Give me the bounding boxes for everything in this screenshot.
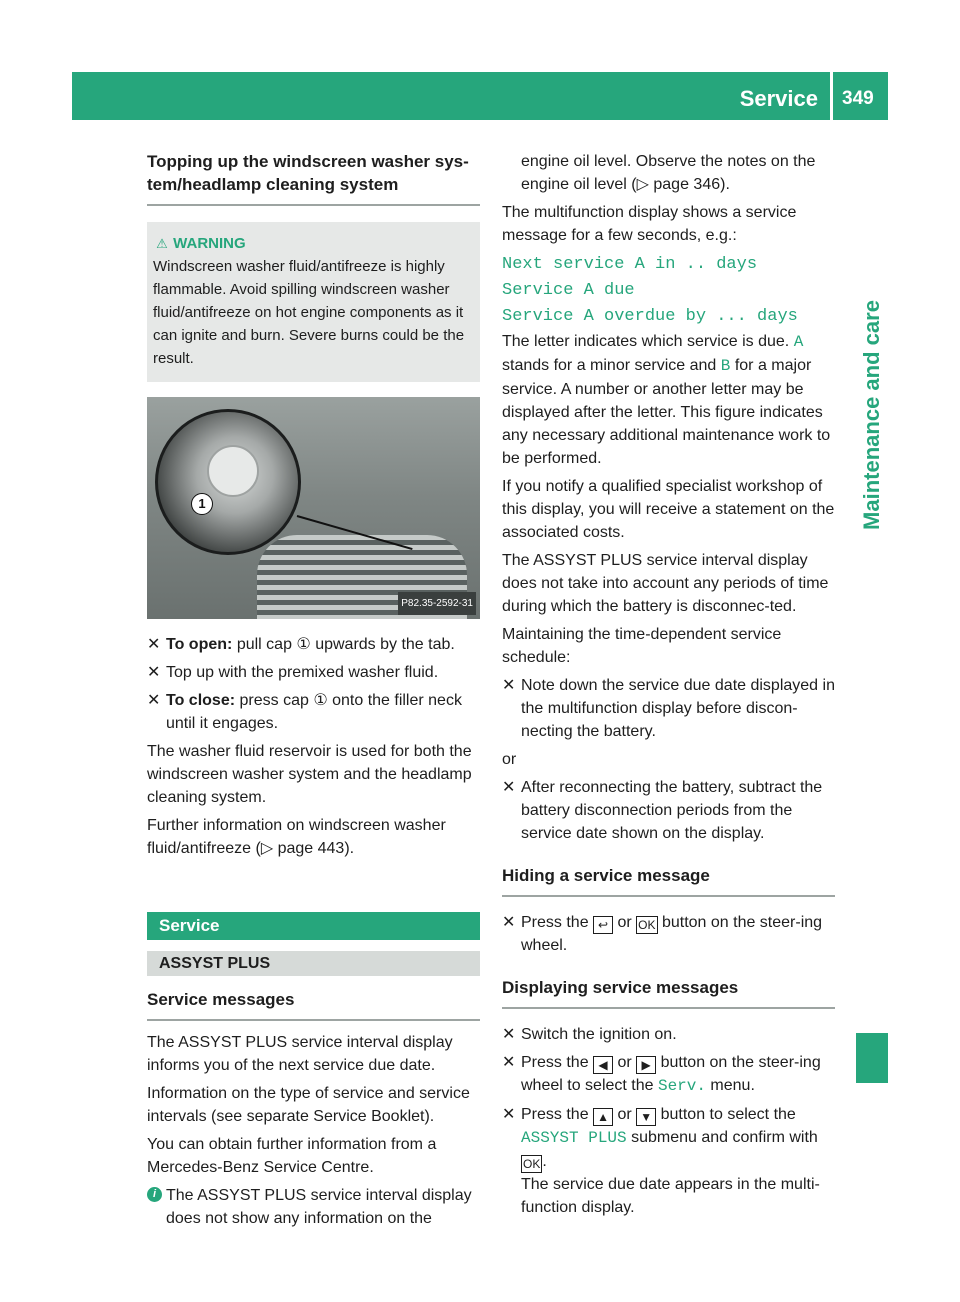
step-text: Press the: [521, 1106, 594, 1123]
letter-text: The letter indicates which service is due.: [502, 333, 794, 350]
or-word: or: [613, 914, 637, 931]
paragraph-letter: [502, 330, 835, 470]
step-arrow-icon: ✕: [502, 779, 516, 796]
or-word: or: [613, 1054, 637, 1071]
letter-text-3: for a major service. A number or another letter may be displayed after the letter. This figure indicates any necessary additional maintenance work to be performed.: [502, 357, 831, 467]
reservoir-cap: [207, 445, 259, 497]
step-top-up: [147, 661, 480, 684]
right-column: [502, 150, 835, 1224]
callout-ref: ①: [296, 636, 311, 653]
warning-title: [153, 232, 474, 255]
ok-key-icon: OK: [523, 1157, 541, 1171]
paragraph-service-centre: You can obtain further information from a Mercedes-Benz Service Centre.: [147, 1136, 437, 1176]
paragraph-assyst: The ASSYST PLUS service interval display informs you of the next service due date.: [147, 1034, 453, 1074]
submenu-assyst: ASSYST PLUS: [521, 1129, 627, 1147]
step-text-end: button on the steer-ing wheel.: [521, 914, 823, 954]
step-text: After reconnecting the battery, subtract the battery disconnection periods from the service date shown on the display.: [521, 779, 823, 842]
step-select-serv: [502, 1051, 835, 1098]
step-text: Note down the service due date displayed in the multifunction display before discon-necting the battery.: [521, 677, 835, 740]
step-text-period: .: [542, 1153, 547, 1170]
warning-text: Windscreen washer fluid/antifreeze is highly flammable. Avoid spilling windscreen washer fluid/antifreeze on hot engine components as it can ignite and burn. Severe burns could be the result.: [153, 258, 465, 367]
step-result: The service due date appears in the multi-function display.: [521, 1176, 820, 1216]
heading-service-messages: Service messages: [147, 988, 480, 1021]
step-text: Press the: [521, 914, 594, 931]
left-key-icon: ◀: [593, 1056, 613, 1074]
chapter-tab: [856, 160, 888, 670]
step-text: Press the: [521, 1054, 594, 1071]
display-message-2: Service A due: [502, 281, 635, 300]
step-text-end: menu.: [705, 1077, 755, 1094]
chapter-tab-label: Maintenance and care: [859, 300, 884, 530]
callout-ref: ①: [313, 692, 328, 709]
step-arrow-icon: ✕: [502, 914, 516, 931]
step-text: Switch the ignition on.: [521, 1026, 677, 1043]
step-text: pull cap: [236, 636, 297, 653]
heading-hiding-message: Hiding a service message: [502, 864, 835, 897]
back-key-icon: ↩: [593, 916, 613, 934]
display-message-1: Next service A in .. days: [502, 255, 758, 274]
step-ignition: [502, 1023, 835, 1046]
step-after-reconnect: [502, 776, 835, 845]
info-continuation: [502, 150, 835, 196]
header-separator: [830, 72, 833, 120]
heading-windscreen-washer: Topping up the windscreen washer sys-tem/headlamp cleaning system: [147, 150, 480, 206]
info-note: [147, 1184, 480, 1230]
paragraph-battery: The ASSYST PLUS service interval display does not take into account any periods of time during which the battery is disconnec-ted.: [502, 552, 829, 615]
step-arrow-icon: ✕: [502, 1026, 516, 1043]
step-select-assyst: [502, 1103, 835, 1219]
warning-title-text: WARNING: [173, 235, 246, 252]
step-text-mid: button to select the: [656, 1106, 796, 1123]
step-text-mid-2: submenu and confirm with: [626, 1129, 818, 1146]
step-note-date: [502, 674, 835, 743]
paragraph-further-info: Further information on windscreen washer fluid/antifreeze (▷ page 443).: [147, 817, 446, 857]
step-arrow-icon: ✕: [502, 677, 516, 694]
step-label: To close:: [166, 692, 236, 709]
section-band-assyst: ASSYST PLUS: [147, 951, 480, 976]
up-key-icon: ▲: [593, 1108, 613, 1126]
paragraph-maintain: Maintaining the time-dependent service schedule:: [502, 626, 782, 666]
chapter-marker: [856, 1033, 888, 1083]
step-arrow-icon: ✕: [502, 1106, 516, 1123]
left-column: [147, 150, 480, 1235]
menu-serv: Serv.: [657, 1077, 706, 1095]
continuation-text: engine oil level. Observe the notes on the engine oil level (▷ page 346).: [521, 153, 816, 193]
section-title: Service: [739, 86, 818, 111]
step-text-end: onto the filler neck until it engages.: [166, 692, 462, 732]
step-text: Top up with the premixed washer fluid.: [166, 664, 439, 681]
step-arrow-icon: ✕: [502, 1054, 516, 1071]
or-text: or: [502, 751, 517, 768]
paragraph-reservoir: The washer fluid reservoir is used for both the windscreen washer system and the headlamp cleaning system.: [147, 743, 472, 806]
letter-a: A: [793, 333, 804, 351]
info-text: The ASSYST PLUS service interval display does not show any information on the: [166, 1187, 472, 1227]
letter-b: B: [720, 357, 731, 375]
step-arrow-icon: ✕: [147, 636, 161, 653]
callout-1: 1: [191, 493, 213, 515]
or-word: or: [613, 1106, 637, 1123]
step-label: To open:: [166, 636, 233, 653]
paragraph-notify: If you notify a qualified specialist workshop of this display, you will receive a statement on the associated costs.: [502, 478, 835, 541]
letter-text-2: stands for a minor service and: [502, 357, 721, 374]
page-number: 349: [842, 88, 874, 109]
step-open: [147, 633, 480, 656]
warning-box: [147, 222, 480, 382]
step-arrow-icon: ✕: [147, 664, 161, 681]
warning-triangle-icon: ⚠: [156, 236, 168, 251]
paragraph-multifunction: The multifunction display shows a service message for a few seconds, e.g.:: [502, 204, 797, 244]
right-key-icon: ▶: [636, 1056, 656, 1074]
step-text-mid: button on the steer-ing wheel to select the: [521, 1054, 821, 1094]
heading-displaying-messages: Displaying service messages: [502, 976, 835, 1009]
paragraph-service-type: Information on the type of service and service intervals (see separate Service Booklet).: [147, 1085, 470, 1125]
display-message-3: Service A overdue by ... days: [502, 307, 798, 326]
step-arrow-icon: ✕: [147, 692, 161, 709]
section-band-service: Service: [147, 912, 480, 940]
step-hide: [502, 911, 835, 957]
figure-code: P82.35-2592-31: [398, 592, 476, 615]
step-text: press cap: [239, 692, 314, 709]
ok-key-icon: OK: [638, 918, 656, 932]
step-close: [147, 689, 480, 735]
step-text-end: upwards by the tab.: [310, 636, 455, 653]
down-key-icon: ▼: [636, 1108, 656, 1126]
info-icon: i: [147, 1187, 162, 1202]
engine-bay-photo: [147, 397, 480, 619]
